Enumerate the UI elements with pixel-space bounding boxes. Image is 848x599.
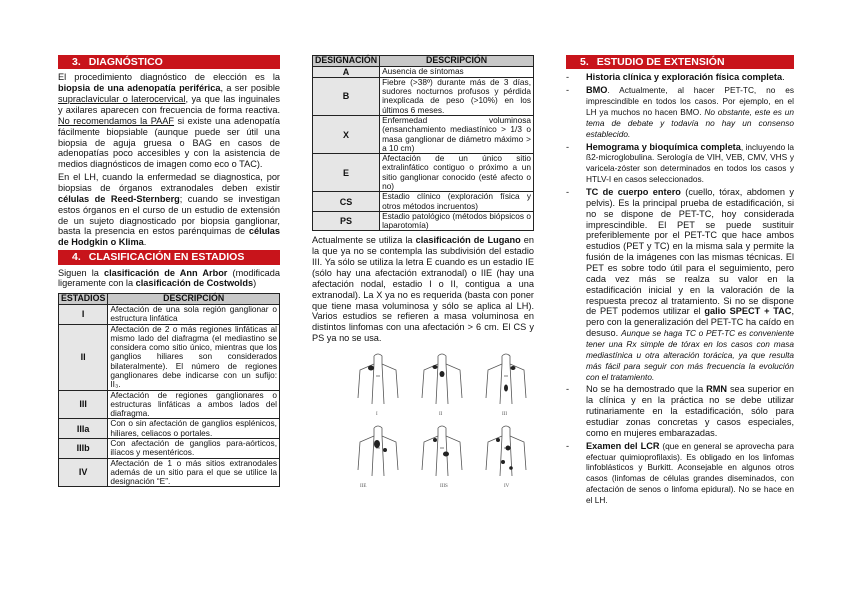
text-run: ) [253,278,257,289]
bold-text: células de Reed-Sternberg [58,193,180,204]
stage-figures [356,352,534,490]
stage-cell: CS [313,192,380,212]
stage-cell: IV [59,458,108,487]
table-row [313,192,534,212]
description-cell: Afectación de regiones ganglionares o estructuras linfáticas a ambos lados del diafragma. [108,390,280,419]
stage-figure [484,352,528,418]
bold-text: Historia clínica y exploración física completa [586,72,783,83]
node-marker [440,371,445,377]
lugano-paragraph [312,235,534,344]
figure-label: I [376,412,378,418]
text-run: (que en general se aprovecha para efectuar quimioprofilaxis). Es obligado en los linfomas linfoblásticos y Burkitt. Aconsejable en algunos otros casos (linfomas de células grandes diseminados, con afectación de senos o linfoma epidural). No se hace en el LH. [586,440,794,506]
node-marker [443,452,449,457]
list-item [566,384,794,438]
node-marker [374,440,380,448]
description-header: DESCRIPCIÓN [380,56,534,67]
description-cell: Afectación de una sola región ganglionar o estructura linfática [108,305,280,325]
stage-cell: X [313,116,380,154]
bold-text: Examen del LCR [586,440,660,451]
description-cell: Afectación de un único sitio extralinfático contiguo o próximo a un sitio ganglionar conocido (esté afecto o no) [380,154,534,192]
body-silhouette-icon [420,352,464,418]
description-cell: Enfermedad voluminosa (ensanchamiento mediastínico > 1/3 o masa ganglionar de diámetro máximo > a 10 cm) [380,116,534,154]
node-marker [368,366,374,371]
bold-text: clasificación de Ann Arbor [103,267,228,278]
designation-table [312,55,534,231]
node-marker [511,366,516,370]
text-run: Actualmente se utiliza la [312,235,416,246]
description-cell: Estadio clínico (exploración física y otros métodos incruentos) [380,192,534,212]
figure-label: IIE [360,484,367,490]
table-row [59,324,280,390]
text-run: ; cuando se investigan estos órganos en el curso de un estudio de extensión de un sujeto diagnosticado por biopsia ganglionar, basta la presencia en estos parénquimas de [58,193,280,237]
designation-table-body [313,66,534,231]
column-2 [312,55,534,490]
stage-figure [484,424,528,490]
bold-text: biopsia de una adenopatía periférica [58,83,221,94]
stage-figure [420,352,464,418]
stage-figure [420,424,464,490]
stage-cell: II [59,324,108,390]
node-marker [433,438,437,442]
description-cell: Con o sin afectación de ganglios esplénicos, hiliares, celiacos o portales. [108,419,280,439]
body-silhouette-icon [356,352,400,418]
figure-label: IV [504,484,510,490]
node-marker [501,460,505,464]
bold-text: RMN [706,384,728,395]
section-number: 5. [580,56,589,68]
bold-text: Hemograma y bioquímica completa [586,141,741,152]
list-item [566,441,794,506]
section-title: ESTUDIO DE EXTENSIÓN [596,56,725,68]
bold-text: clasificación de Costwolds [135,278,254,289]
table-row [313,77,534,115]
column-3 [566,55,794,508]
text-run: . Actualmente, al hacer PET-TC, no es imprescindible en todos los casos. Por ejemplo, en el LH ya muchos no hacen BMO. [586,85,794,117]
text-run: (cuello, tórax, abdomen y pelvis). Es la principal prueba de estadificación, si no se dispone de PET-TC, hoy considerada imprescindible. El PET se puede sustituir preferiblemente por el PET-TC que hace ambos estudios (PET y TC) en la misma sala y permite la fusión de la imágenes con las mismas técnicas. El PET es sobre todo útil para el seguimiento, pero cada vez más se realza su valor en la estadificación inicial y en la valoración de la respuesta precoz al tratamiento. Si no se dispone de PET podemos utilizar el [586,186,794,317]
section-3-header [58,55,280,69]
stage-cell: IIIb [59,439,108,459]
node-marker [509,466,513,470]
designation-header: DESIGNACIÓN [313,56,380,67]
text-run: , a ser posible [220,83,280,94]
text-run: No recomendamos la PAAF [58,115,175,126]
section-5-header [566,55,794,69]
bold-text: clasificación de Lugano [415,235,521,246]
text-run: sea superior en la clínica y en la práctica no se debe utilizar rutinariamente en la estadificación, sólo para estudiar zonas concretas y casos especiales, como en mujeres embarazadas. [586,384,794,438]
text-run: supraclavicular o laterocervical [58,94,186,105]
text-run: (modificada ligeramente con la [58,267,280,289]
stage-cell: A [313,66,380,77]
stages-table [58,293,280,487]
description-cell: Con afectación de ganglios para-aórticos, ilíacos y mesentéricos. [108,439,280,459]
bold-text: galio SPECT + TAC [704,306,792,317]
stage-cell: IIIa [59,419,108,439]
text-run: . [143,237,147,248]
text-run: en la que ya no se contempla las subdivisión del estadio III. Ya sólo se utiliza la letra E cuando es un estadio IE (sólo hay una afectación extranodal) o IIE (hay una afectación nodal, estadio I o II, contigua a una extranodal). La X ya no es requerida (basta con poner que tiene masa voluminosa y sólo se aplica al LH). Varios estudios se refieren a masa voluminosa en distintos linfomas con una afectación > 6 cm. El CS y PS ya no se usa. [312,235,534,344]
stage-cell: III [59,390,108,419]
stage-cell: I [59,305,108,325]
list-item [566,187,794,382]
stage-cell: E [313,154,380,192]
section-4-header [58,250,280,264]
stage-figure [356,424,400,490]
text-run: No obstante, este es un tema de debate y todavía no hay un consenso establecido. [586,106,794,139]
table-row [313,116,534,154]
description-header: DESCRIPCIÓN [108,294,280,305]
description-cell: Afectación de 1 o más sitios extranodales además de un sitio para el que se utilice la designación “E”. [108,458,280,487]
node-marker [506,446,511,451]
body-silhouette-icon [484,424,528,490]
table-row [59,458,280,487]
text-run: . [782,72,785,83]
node-marker [383,448,387,452]
text-run: El procedimiento diagnóstico de elección es la [58,72,280,83]
text-run: si existe una adenopatía fácilmente biopsiable (aunque puede ser útil una biopsia de aguja gruesa o BAG en casos de adenopatías poco accesibles y con la asistencia de medios diagnósticos de imagen como eco o TAC). [58,115,280,170]
bold-text: BMO [586,85,608,96]
body-silhouette-icon [420,424,464,490]
staging-intro [58,268,280,290]
section-number: 4. [72,251,81,264]
list-item [566,142,794,185]
body-silhouette-icon [356,424,400,490]
table-row [59,305,280,325]
text-run: No se ha demostrado que la [586,384,707,395]
table-row [59,439,280,459]
figure-label: II [439,412,443,418]
node-marker [496,438,500,442]
stage-figure [356,352,400,418]
bold-text: TC de cuerpo entero [586,186,681,197]
list-item [566,72,794,83]
table-row [313,154,534,192]
stage-cell: B [313,77,380,115]
section-title: DIAGNÓSTICO [88,56,163,68]
stage-cell: PS [313,211,380,231]
extension-study-list [566,72,794,506]
column-1 [58,55,280,487]
diagnosis-paragraph-2 [58,172,280,248]
description-cell: Fiebre (>38º) durante más de 3 días, sudores nocturnos profusos y pérdida inexplicada de peso (>10%) en los últimos 6 meses. [380,77,534,115]
description-cell: Estadio patológico (métodos biópsicos o laparotomía) [380,211,534,231]
figure-label: III [502,412,507,418]
section-title: CLASIFICACIÓN EN ESTADIOS [88,251,245,264]
description-cell: Ausencia de síntomas [380,66,534,77]
stages-header: ESTADIOS [59,294,108,305]
text-run: , ya que las inguinales y axilares aparecen con frecuencia de forma reactiva. [58,94,280,115]
text-run: En el LH, cuando la enfermedad se diagnostica, por biopsias de órganos extranodales deben existir [58,172,280,193]
section-number: 3. [72,56,81,68]
text-run: , pero con la generalización del PET-TC ha caído en desuso. [586,306,794,339]
node-marker [433,365,438,369]
text-run: , incluyendo la ß2-microglobulina. Serología de VIH, VEB, CMV, VHS y varicela-zóster son determinados en todos los casos y HTLV-I en casos seleccionados. [586,141,795,185]
body-silhouette-icon [484,352,528,418]
list-item [566,85,794,139]
table-row [59,419,280,439]
text-run: Aunque se haga TC o PET-TC es conveniente tener una Rx simple de tórax en los casos con masa mediastínica u otra alteración torácica, ya que resulta más fácil para seguir con más frecuencia la evolución con el tratamiento. [586,328,795,382]
figure-label: IIIS [440,484,448,490]
bold-text: células de Hodgkin o Klima [58,226,280,248]
stages-table-body [59,305,280,487]
diagnosis-paragraph-1 [58,72,280,170]
table-row [59,390,280,419]
text-run: Siguen la [58,267,104,278]
table-row [313,211,534,231]
description-cell: Afectación de 2 o más regiones linfáticas al mismo lado del diafragma (el mediastino se considera como sitio único, mientras que los ganglios hiliares son considerados bilateralmente). El número de regiones ganglionares debe indicarse con un sufijo: II₃. [108,324,280,390]
table-row [313,66,534,77]
node-marker [504,385,508,392]
